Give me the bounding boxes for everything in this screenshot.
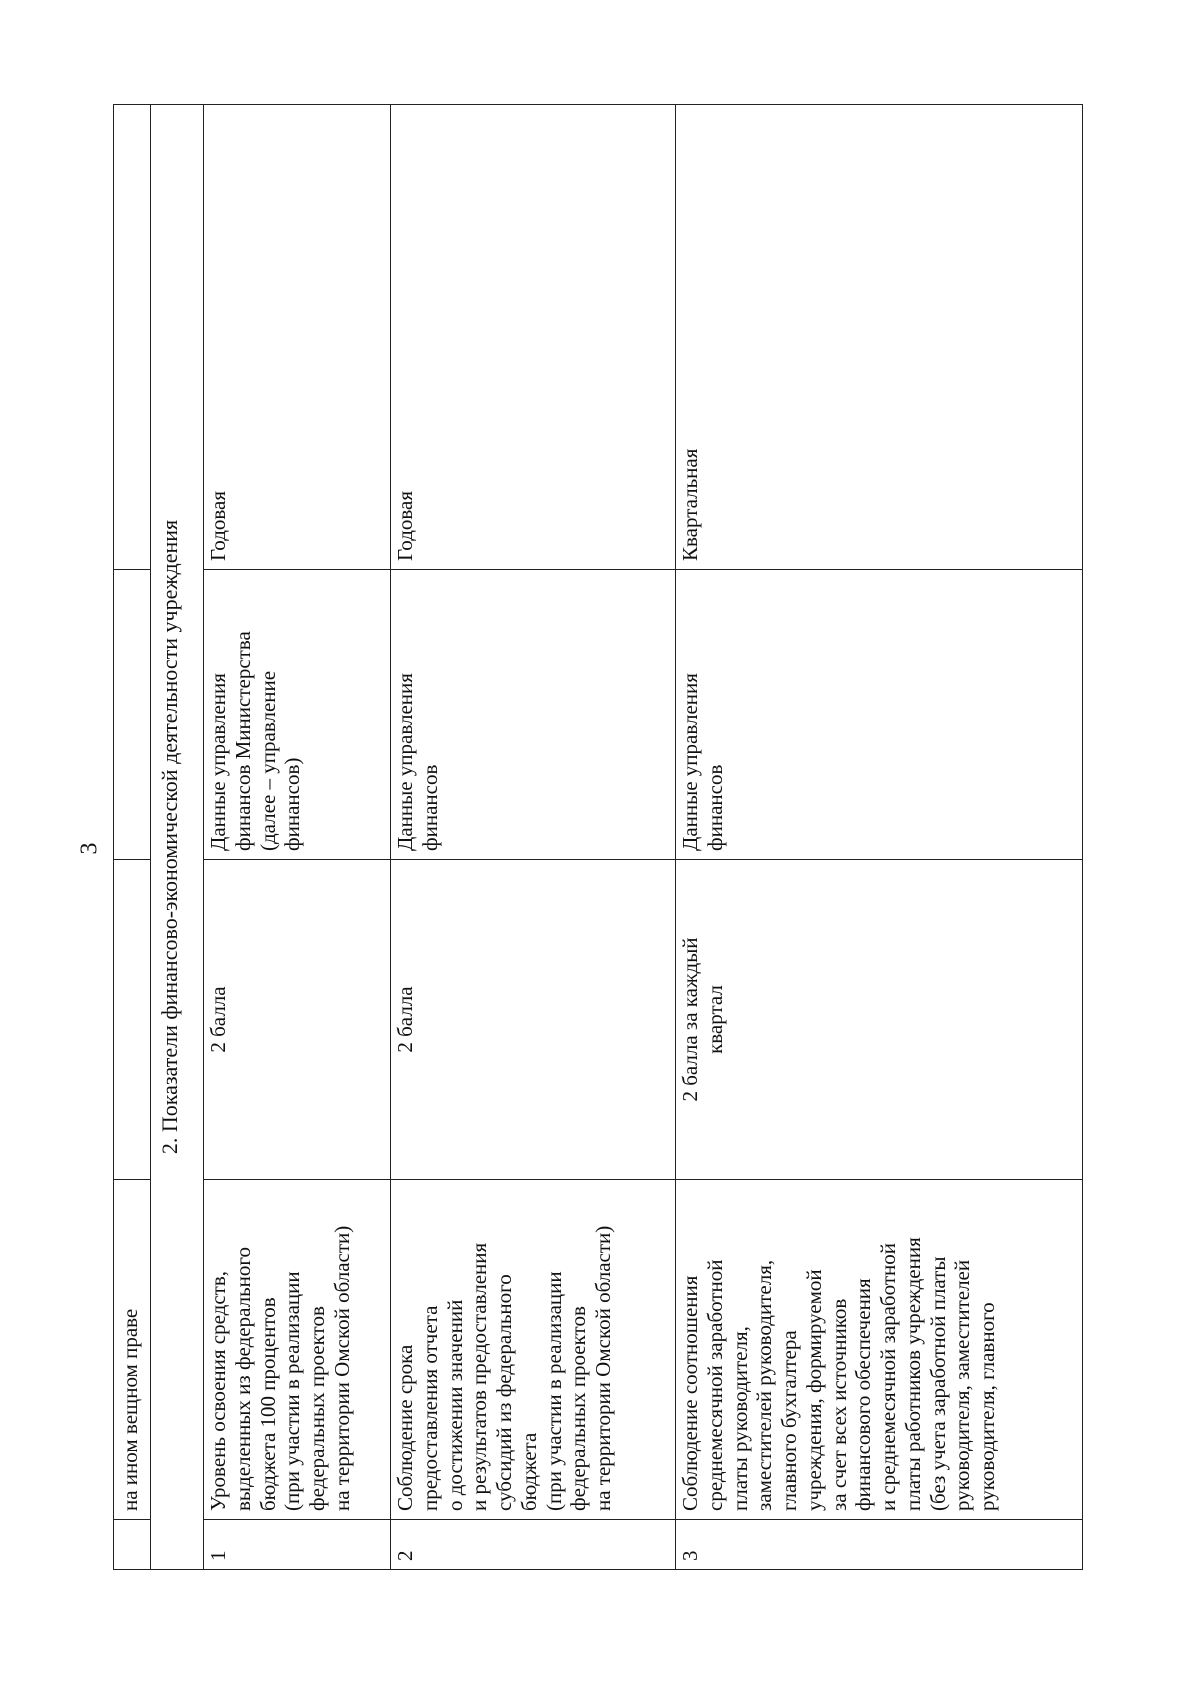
source-cell: Данные управления финансов <box>391 570 676 860</box>
table-row-continuation <box>114 105 151 1570</box>
row-number: 3 <box>676 1520 1083 1570</box>
cell-empty <box>114 1520 151 1570</box>
cell-empty <box>114 570 151 860</box>
source-cell: Данные управления финансов <box>676 570 1083 860</box>
rotated-table-container <box>113 105 1118 1570</box>
period-cell: Квартальная <box>676 105 1083 570</box>
indicator-cell: Соблюдение срока предоставления отчета о достижении значений и результатов предоставления субсидий из федерального бюджета (при участии в реализации федеральных проектов на территории Омской области) <box>391 1180 676 1520</box>
table-row <box>204 105 391 1570</box>
section-header-row <box>151 105 204 1570</box>
period-cell: Годовая <box>391 105 676 570</box>
cell-empty <box>114 860 151 1180</box>
section-title: 2. Показатели финансово-экономической деятельности учреждения <box>151 105 204 1570</box>
row-number: 1 <box>204 1520 391 1570</box>
table-row <box>391 105 676 1570</box>
row-number: 2 <box>391 1520 676 1570</box>
criteria-table <box>113 104 1083 1570</box>
cell-empty <box>114 105 151 570</box>
table-row <box>676 105 1083 1570</box>
page-number: 3 <box>76 842 103 855</box>
points-cell: 2 балла <box>391 860 676 1180</box>
points-cell: 2 балла за каждый квартал <box>676 860 1083 1180</box>
cell-continuation-text: на ином вещном праве <box>114 1180 151 1520</box>
source-cell: Данные управления финансов Министерства (далее – управление финансов) <box>204 570 391 860</box>
indicator-cell: Соблюдение соотношения среднемесячной заработной платы руководителя, заместителей руководителя, главного бухгалтера учреждения, формируемой за счет всех источников финансового обеспечения и среднемесячной заработной платы работников учреждения (без учета заработной платы руководителя, заместителей руководителя, главного <box>676 1180 1083 1520</box>
indicator-cell: Уровень освоения средств, выделенных из федерального бюджета 100 процентов (при участии в реализации федеральных проектов на территории Омской области) <box>204 1180 391 1520</box>
period-cell: Годовая <box>204 105 391 570</box>
points-cell: 2 балла <box>204 860 391 1180</box>
